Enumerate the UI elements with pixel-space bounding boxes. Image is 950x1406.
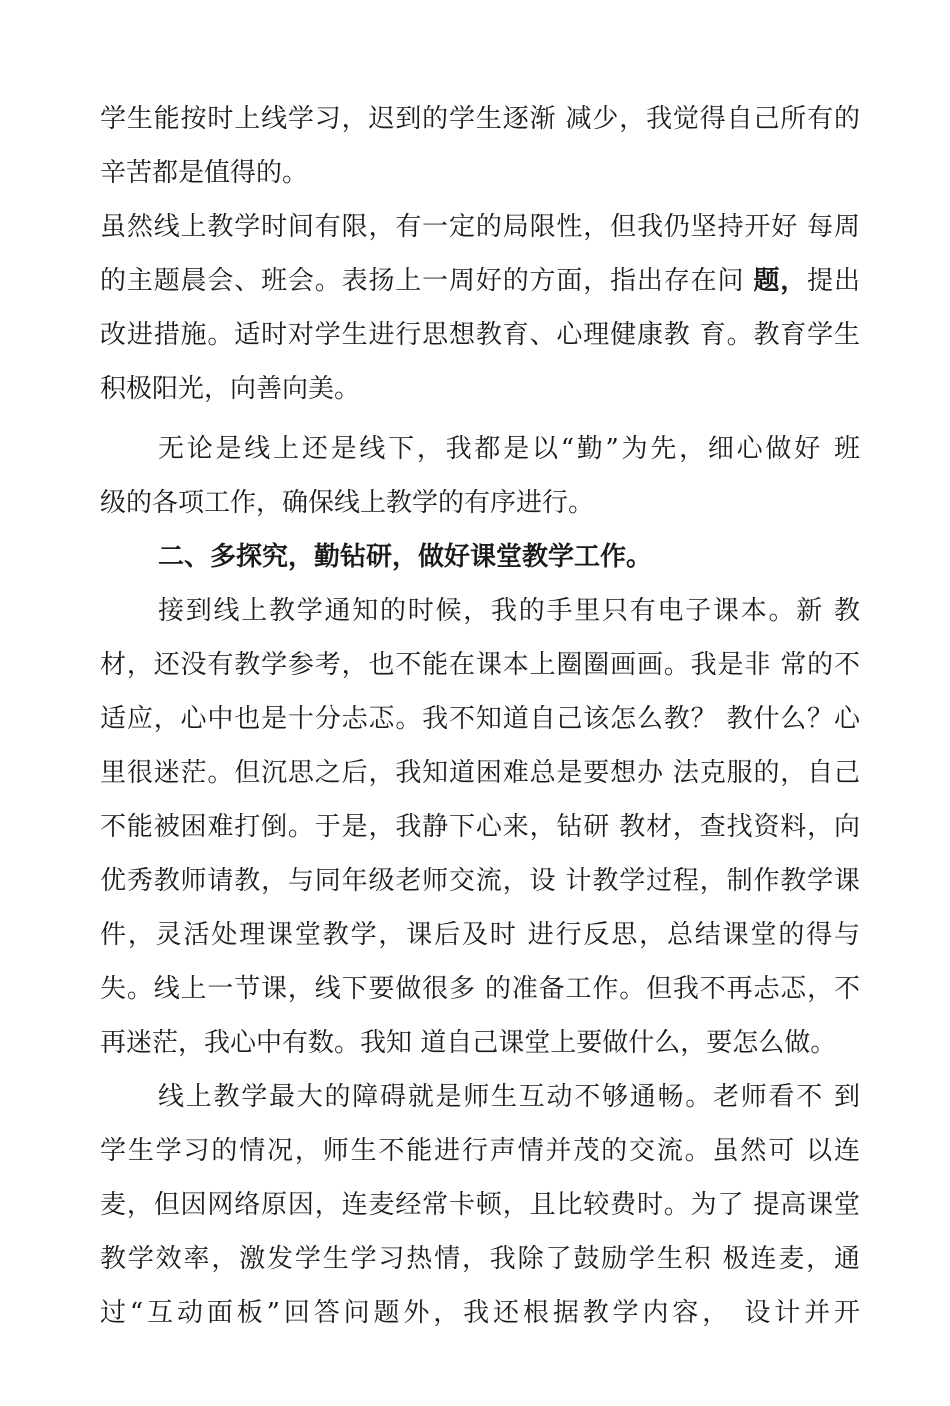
text-line: 材，还没有教学参考，也不能在课本上圈圈画画。我是非 常的不 bbox=[100, 650, 860, 680]
text-line: 麦，但因网络原因，连麦经常卡顿，且比较费时。为了 提高课堂 bbox=[100, 1190, 860, 1220]
text-line: 无论是线上还是线下，我都是以“勤”为先，细心做好 班 bbox=[158, 434, 860, 464]
text-line: 优秀教师请教，与同年级老师交流，设 计教学过程，制作教学课 bbox=[100, 866, 860, 896]
text-line: 失。线上一节课，线下要做很多 的准备工作。但我不再忐忑，不 bbox=[100, 974, 860, 1004]
document-body bbox=[100, 92, 860, 1340]
text-line: 学生学习的情况，师生不能进行声情并茂的交流。虽然可 以连 bbox=[100, 1136, 860, 1166]
text-line: 教学效率，激发学生学习热情，我除了鼓励学生积 极连麦，通 bbox=[100, 1244, 860, 1274]
text-line: 适应，心中也是十分忐忑。我不知道自己该怎么教？ 教什么？心 bbox=[100, 704, 860, 734]
text-line: 级的各项工作，确保线上教学的有序进行。 bbox=[100, 488, 595, 518]
paragraph-2 bbox=[100, 200, 860, 416]
text-segment: 的主题晨会、班会。表扬上一周好的方面，指出存在问 bbox=[100, 266, 754, 296]
paragraph-3 bbox=[100, 422, 860, 530]
text-line: 虽然线上教学时间有限，有一定的局限性，但我仍坚持开好 每周 bbox=[100, 212, 860, 242]
text-line: 不能被困难打倒。于是，我静下心来，钻研 教材，查找资料，向 bbox=[100, 812, 860, 842]
text-segment: 提出 bbox=[807, 266, 860, 296]
bold-text-segment: 题， bbox=[753, 266, 808, 296]
text-line: 辛苦都是值得的。 bbox=[100, 158, 309, 188]
paragraph-5 bbox=[100, 1070, 860, 1340]
text-line: 线上教学最大的障碍就是师生互动不够通畅。老师看不 到 bbox=[158, 1082, 860, 1112]
text-line: 再迷茫，我心中有数。我知 道自己课堂上要做什么，要怎么做。 bbox=[100, 1028, 837, 1058]
paragraph-1 bbox=[100, 92, 860, 200]
text-line-mixed bbox=[100, 254, 860, 308]
section-heading: 二、多探究，勤钻研，做好课堂教学工作。 bbox=[158, 542, 653, 572]
text-line: 积极阳光，向善向美。 bbox=[100, 374, 361, 404]
text-line: 里很迷茫。但沉思之后，我知道困难总是要想办 法克服的，自己 bbox=[100, 758, 860, 788]
text-line: 件，灵活处理课堂教学，课后及时 进行反思，总结课堂的得与 bbox=[100, 920, 860, 950]
text-line: 接到线上教学通知的时候，我的手里只有电子课本。新 教 bbox=[158, 596, 860, 626]
text-line: 过“互动面板”回答问题外，我还根据教学内容， 设计并开 bbox=[100, 1298, 860, 1328]
text-line: 学生能按时上线学习，迟到的学生逐渐 减少，我觉得自己所有的 bbox=[100, 104, 860, 134]
paragraph-4 bbox=[100, 584, 860, 1070]
text-line: 改进措施。适时对学生进行思想教育、心理健康教 育。教育学生 bbox=[100, 320, 860, 350]
